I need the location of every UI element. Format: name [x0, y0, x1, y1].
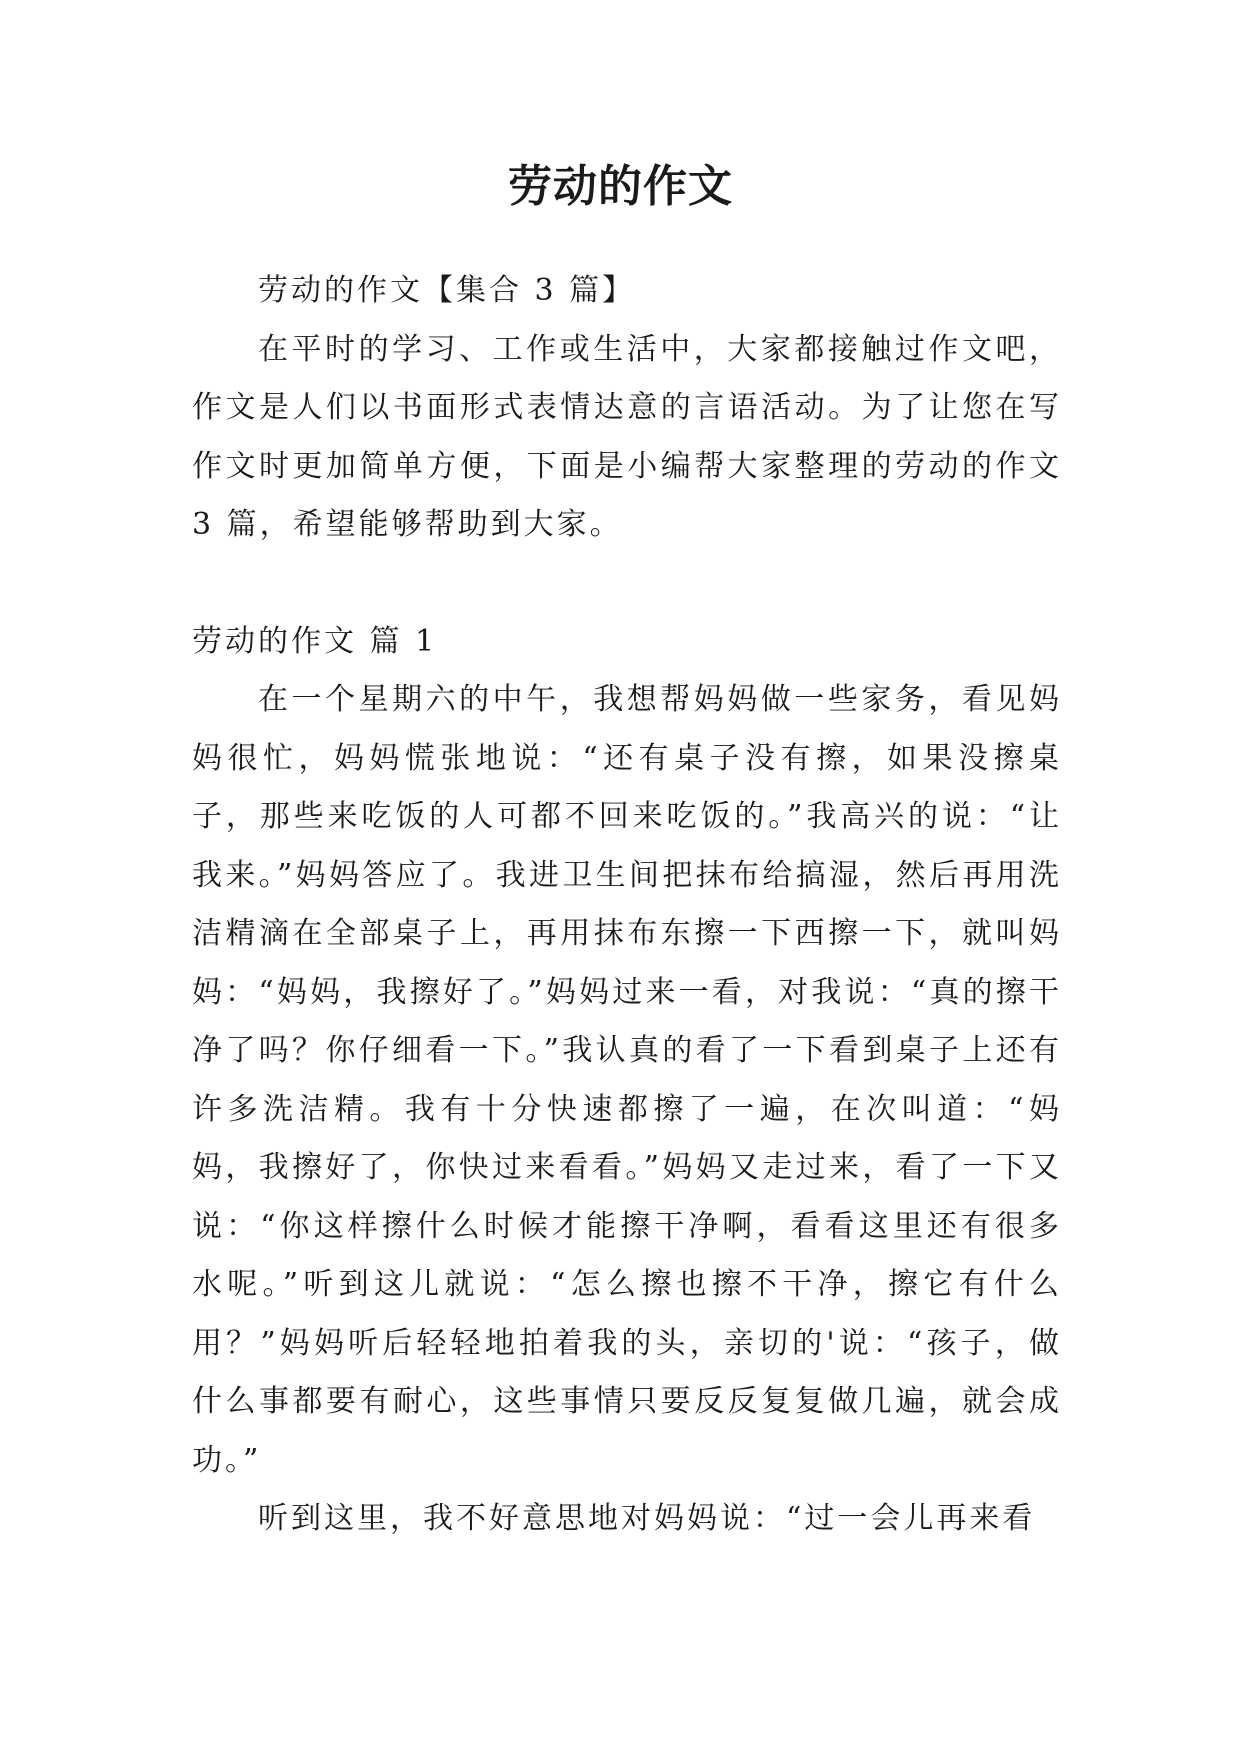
document-subtitle: 劳动的作文【集合 3 篇】: [258, 273, 636, 308]
document-body: [192, 262, 1062, 1549]
page-title: 劳动的作文: [508, 161, 733, 212]
body-paragraph: 听到这里，我不好意思地对妈妈说：“过一会儿再来看: [258, 1501, 1036, 1536]
section-heading: 劳动的作文 篇 1: [192, 623, 438, 659]
paragraph-gap: [192, 555, 1062, 613]
body-paragraph: 在一个星期六的中午，我想帮妈妈做一些家务，看见妈妈很忙，妈妈慌张地说：“还有桌子没有擦，如果没擦桌子，那些来吃饭的人可都不回来吃饭的。”我高兴的说：“让我来。”妈妈答应了。我进卫生间把抹布给搞湿，然后再用洗洁精滴在全部桌子上，再用抹布东擦一下西擦一下，就叫妈妈：“妈妈，我擦好了。”妈妈过来一看，对我说：“真的擦干净了吗？你仔细看一下。”我认真的看了一下看到桌子上还有许多洗洁精。我有十分快速都擦了一遍，在次叫道：“妈妈，我擦好了，你快过来看看。”妈妈又走过来，看了一下又说：“你这样擦什么时候才能擦干净啊，看看这里还有很多水呢。”听到这儿就说：“怎么擦也擦不干净，擦它有什么用？”妈妈听后轻轻地拍着我的头，亲切的'说：“孩子，做什么事都要有耐心，这些事情只要反反复复做几遍，就会成功。”: [192, 682, 1062, 1478]
intro-paragraph: 在平时的学习、工作或生活中，大家都接触过作文吧，作文是人们以书面形式表情达意的言语活动。为了让您在写作文时更加简单方便，下面是小编帮大家整理的劳动的作文 3 篇，希望能够帮助到大家。: [192, 331, 1062, 542]
